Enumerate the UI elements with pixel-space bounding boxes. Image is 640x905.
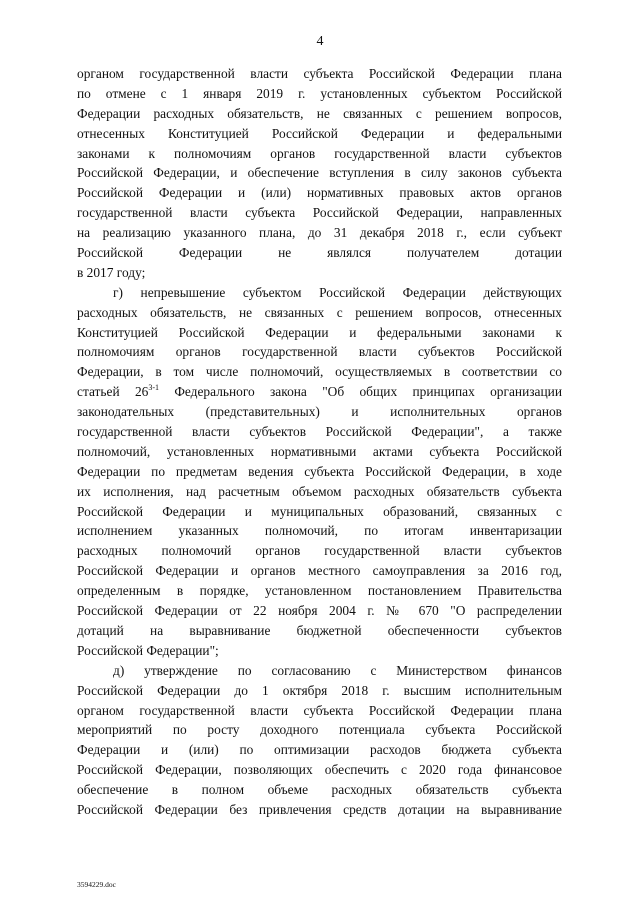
- text-line: Российской Федерации и органов местного самоуправления за 2016 год,: [77, 563, 562, 579]
- text-line: Российской Федерации, и обеспечение вступления в силу законов субъекта: [77, 165, 562, 181]
- text-line: д) утверждение по согласованию с Министерством финансов: [113, 662, 562, 678]
- text-line: расходных полномочий органов государственной власти субъектов: [77, 543, 562, 559]
- text-line: Российской Федерации не являлся получателем дотации: [77, 245, 562, 261]
- text-line: Российской Федерации";: [77, 642, 219, 658]
- text-line: Конституцией Российской Федерации и федеральными законами к: [77, 324, 562, 340]
- text-line: Федерации и (или) по оптимизации расходов бюджета субъекта: [77, 742, 562, 758]
- paragraph-continuation: [77, 64, 562, 283]
- text-line: полномочиям органов государственной власти субъектов Российской: [77, 344, 562, 360]
- text-line: государственной власти субъекта Российской Федерации, направленных: [77, 205, 562, 221]
- text-line: Российской Федерации и (или) нормативных правовых актов органов: [77, 185, 562, 201]
- text-line-article-reference: [77, 382, 562, 402]
- text-line: Российской Федерации и муниципальных образований, связанных с: [77, 503, 562, 519]
- text-line: государственной власти субъектов Российской Федерации", а также: [77, 424, 562, 440]
- text-line: полномочий, установленных нормативными актами субъекта Российской: [77, 443, 562, 459]
- text-line: их исполнения, над расчетным объемом расходных обязательств субъекта: [77, 483, 562, 499]
- text-line: органом государственной власти субъекта Российской Федерации плана: [77, 702, 562, 718]
- text-line: Российской Федерации, позволяющих обеспечить с 2020 года финансовое: [77, 762, 562, 778]
- text-line: отнесенных Конституцией Российской Федерации и федеральными: [77, 125, 562, 141]
- text-line: Российской Федерации без привлечения средств дотации на выравнивание: [77, 801, 562, 817]
- text-line: Федерации, в том числе полномочий, осуществляемых в соответствии со: [77, 364, 562, 380]
- text-line: органом государственной власти субъекта Российской Федерации плана: [77, 66, 562, 81]
- text-line: Российской Федерации от 22 ноября 2004 г. № 670 "О распределении: [77, 603, 562, 619]
- law-title-text: Федерального закона "Об общих принципах организации: [159, 384, 562, 400]
- text-line: законодательных (представительных) и исполнительных органов: [77, 404, 562, 420]
- text-line: исполнением указанных полномочий, по итогам инвентаризации: [77, 523, 562, 539]
- text-line: расходных обязательств, не связанных с решением вопросов, отнесенных: [77, 304, 562, 320]
- text-line: на реализацию указанного плана, до 31 декабря 2018 г., если субъект: [77, 225, 562, 241]
- paragraph-d: [77, 661, 562, 820]
- article-text: статьей 26: [77, 384, 149, 400]
- text-line: Федерации расходных обязательств, не связанных с решением вопросов,: [77, 105, 562, 121]
- text-line: обеспечение в полном объеме расходных обязательств субъекта: [77, 782, 562, 798]
- text-line: дотаций на выравнивание бюджетной обеспеченности субъектов: [77, 622, 562, 638]
- page-number: 4: [316, 34, 324, 49]
- text-line: в 2017 году;: [77, 264, 146, 280]
- paragraph-g: [77, 283, 562, 661]
- document-body: [77, 64, 562, 820]
- text-line: по отмене с 1 января 2019 г. установленных субъектом Российской: [77, 85, 562, 101]
- text-line: законами к полномочиям органов государственной власти субъектов: [77, 145, 562, 161]
- text-line: Российской Федерации до 1 октября 2018 г. высшим исполнительным: [77, 682, 562, 698]
- text-line: г) непревышение субъектом Российской Федерации действующих: [113, 284, 562, 300]
- document-filename: 3594229.doc: [77, 880, 116, 889]
- text-line: мероприятий по росту доходного потенциала субъекта Российской: [77, 722, 562, 738]
- text-line: определенным в порядке, установленном постановлением Правительства: [77, 583, 562, 599]
- article-superscript: 3-1: [148, 383, 160, 393]
- text-line: Федерации по предметам ведения субъекта Российской Федерации, в ходе: [77, 463, 562, 479]
